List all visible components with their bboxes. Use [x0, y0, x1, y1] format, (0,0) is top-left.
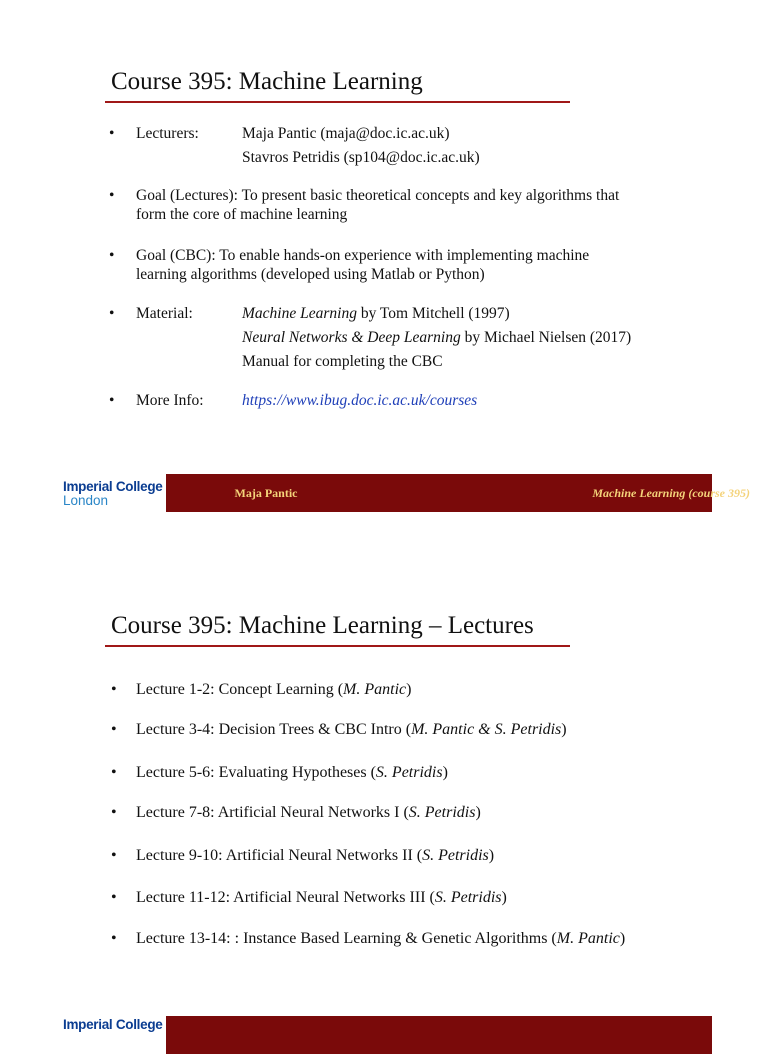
slide-lectures — [0, 540, 768, 1032]
bullet-dot: • — [111, 847, 117, 864]
footer-bar — [166, 1016, 712, 1054]
lecture-close: ) — [488, 847, 495, 864]
lecture-text — [136, 846, 676, 866]
bullet-dot: • — [111, 804, 117, 821]
lecturer-name: S. Petridis — [375, 764, 443, 781]
lecture-close: ) — [406, 681, 412, 698]
material-item-2-title: Neural Networks & Deep Learning — [242, 329, 461, 346]
bullet-dot: • — [109, 125, 115, 142]
bullet-dot: • — [109, 392, 115, 409]
lecturer-1: Maja Pantic (maja@doc.ic.ac.uk) — [242, 125, 450, 142]
lecturer-name: M. Pantic — [343, 681, 407, 698]
material-label: Material: — [136, 305, 193, 322]
slide-footer — [0, 474, 768, 514]
lecturer-name: S. Petridis — [434, 889, 502, 906]
lecturer-name: M. Pantic & S. Petridis — [411, 721, 562, 738]
footer-author: Maja Pantic — [234, 486, 298, 500]
bullet-dot: • — [111, 764, 117, 781]
goal-cbc-line-1: Goal (CBC): To enable hands-on experience with implementing machine — [136, 247, 590, 264]
lecture-title: Lecture 11-12: Artificial Neural Networks III ( — [136, 889, 435, 906]
material-list — [242, 304, 631, 376]
lecturers-label: Lecturers: — [136, 125, 199, 142]
more-info-label: More Info: — [136, 392, 204, 409]
lecture-title: Lecture 7-8: Artificial Neural Networks I ( — [136, 804, 409, 821]
lecturer-name: S. Petridis — [408, 804, 476, 821]
lecture-text — [136, 720, 676, 740]
lecturer-name: S. Petridis — [422, 847, 489, 864]
material-item-3: Manual for completing the CBC — [242, 353, 443, 370]
lecture-title: Lecture 9-10: Artificial Neural Networks II ( — [136, 847, 423, 864]
logo-line-2: London — [63, 493, 109, 508]
imperial-college-logo — [63, 1018, 162, 1032]
lecture-close: ) — [561, 721, 567, 738]
lecturers-list — [242, 124, 480, 172]
slide-footer — [0, 1016, 768, 1032]
lecture-title: Lecture 5-6: Evaluating Hypotheses ( — [136, 764, 376, 781]
lecture-text — [136, 888, 676, 908]
more-info-value — [242, 391, 477, 410]
title-underline — [105, 645, 570, 647]
bullet-dot: • — [111, 681, 117, 698]
material-item-2 — [242, 328, 631, 352]
logo-line-1: Imperial College — [63, 479, 163, 494]
lecture-text — [136, 803, 676, 823]
bullet-dot: • — [109, 305, 115, 322]
goal-lectures-line-1: Goal (Lectures): To present basic theoretical concepts and key algorithms that — [136, 187, 620, 204]
lecturer-name: M. Pantic — [556, 930, 620, 947]
lecture-close: ) — [501, 889, 507, 906]
lecture-text — [136, 929, 676, 949]
slide-title: Course 395: Machine Learning – Lectures — [111, 612, 534, 639]
lecture-close: ) — [442, 764, 448, 781]
bullet-dot: • — [111, 721, 117, 738]
bullet-dot: • — [111, 930, 117, 947]
bullet-dot: • — [109, 247, 115, 264]
lecture-close: ) — [619, 930, 626, 947]
lecture-title: Lecture 3-4: Decision Trees & CBC Intro ( — [136, 721, 412, 738]
lecture-text — [136, 763, 676, 783]
material-item-1 — [242, 304, 631, 328]
imperial-college-logo — [63, 480, 162, 508]
slide-title: Course 395: Machine Learning — [111, 68, 423, 95]
lecture-close: ) — [475, 804, 481, 821]
goal-cbc-text — [136, 246, 676, 284]
lecturer-2: Stavros Petridis (sp104@doc.ic.ac.uk) — [242, 149, 480, 166]
bullet-dot: • — [109, 187, 115, 204]
material-item-1-title: Machine Learning — [242, 305, 357, 322]
bullet-dot: • — [111, 889, 117, 906]
logo-line-1: Imperial College — [63, 1017, 163, 1032]
goal-cbc-line-2: learning algorithms (developed using Matlab or Python) — [136, 266, 485, 283]
goal-lectures-line-2: form the core of machine learning — [136, 206, 348, 223]
lecture-title: Lecture 1-2: Concept Learning ( — [136, 681, 344, 698]
footer-course-title: Machine Learning (course 395) — [592, 486, 750, 500]
lecture-title: Lecture 13-14: : Instance Based Learning & Genetic Algorithms ( — [136, 930, 557, 947]
material-item-2-rest: by Michael Nielsen (2017) — [460, 329, 632, 346]
courses-link[interactable]: https://www.ibug.doc.ic.ac.uk/courses — [242, 392, 478, 409]
material-item-1-rest: by Tom Mitchell (1997) — [356, 305, 510, 322]
goal-lectures-text — [136, 186, 676, 224]
title-underline — [105, 101, 570, 103]
lecture-text — [136, 680, 676, 700]
